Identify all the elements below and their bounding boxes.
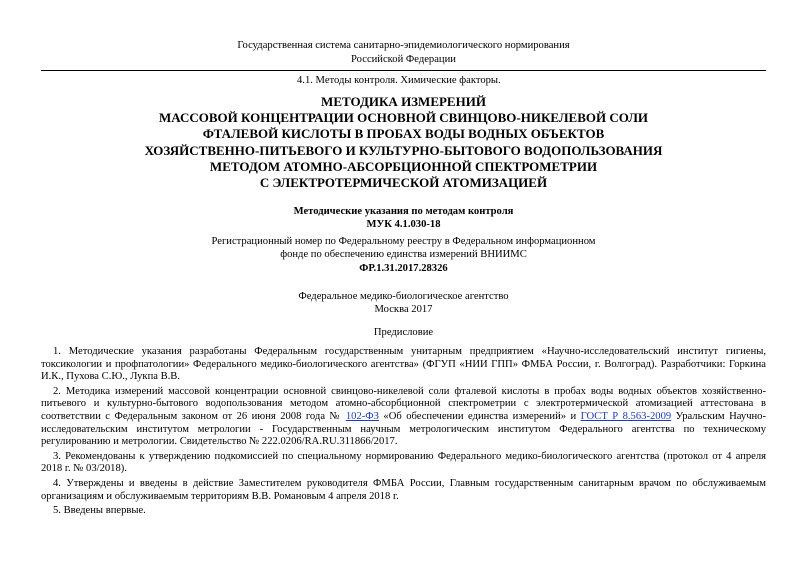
header-line-1: Государственная система санитарно-эпидемиологического нормирования (237, 40, 570, 51)
paragraph-2 (41, 386, 766, 449)
title-line: МАССОВОЙ КОНЦЕНТРАЦИИ ОСНОВНОЙ СВИНЦОВО-НИКЕЛЕВОЙ СОЛИ (158, 110, 649, 126)
registration-line-1: Регистрационный номер по Федеральному реестру в Федеральном информационном (211, 236, 596, 247)
agency-name: Федеральное медико-биологическое агентство (298, 291, 509, 302)
document-title (0, 94, 807, 191)
paragraph-5: 5. Введены впервые. (53, 505, 146, 517)
law-102-fz-link[interactable]: 102-ФЗ (345, 410, 379, 422)
document-subtitle: Методические указания по методам контроля (293, 206, 514, 217)
registration-number: ФР.1.31.2017.28326 (359, 263, 448, 274)
paragraph-1: 1. Методические указания разработаны Федеральным государственным унитарным предприятием «Научно-исследовательский институт гигиены, токсикологии и профпатологии» Федерального медико-биологического агентства» (ФГУП «НИИ ГПП» ФМБА России, г. Волгоград). Разработчики: Горкина И.К., Пухова С.Ю., Лукпа В.В. (41, 346, 766, 383)
title-line: МЕТОДОМ АТОМНО-АБСОРБЦИОННОЙ СПЕКТРОМЕТРИИ (209, 158, 598, 174)
series-label: 4.1. Методы контроля. Химические факторы. (297, 75, 501, 86)
place-year: Москва 2017 (374, 304, 433, 315)
paragraph-2-text-c: Уральским Научно-исследовательским институтом метрологии - Государственным научным метрологическим институтом Федерального агентства по техническому регулированию и метрологии. Свидетельство № 222.0206/RA.RU.311866/2017. (41, 410, 767, 448)
paragraph-2-text-b: «Об обеспечении единства измерений» и (378, 410, 581, 422)
foreword-body (41, 346, 766, 520)
foreword-heading: Предисловие (373, 327, 434, 338)
paragraph-3: 3. Рекомендованы к утверждению подкомиссией по специальному нормированию Федерального медико-биологического агентства (протокол от 4 апреля 2018 г. № 03/2018). (41, 450, 766, 475)
title-line: МЕТОДИКА ИЗМЕРЕНИЙ (321, 94, 486, 109)
registration-line-2: фонде по обеспечению единства измерений ВНИИМС (280, 249, 527, 260)
paragraph-2-text-a: 2. Методика измерений массовой концентрации основной свинцово-никелевой соли фталевой кислоты в пробах воды водных объектов хозяйственно-питьевого и культурно-бытового водопользования методом атомно-абсорбционной спектрометрии с электротермической атомизацией аттестована в соответствии с Федеральным законом от 26 июня 2008 года № (41, 385, 766, 422)
title-line: С ЭЛЕКТРОТЕРМИЧЕСКОЙ АТОМИЗАЦИЕЙ (259, 175, 548, 191)
document-code: МУК 4.1.030-18 (366, 219, 441, 230)
title-line: ФТАЛЕВОЙ КИСЛОТЫ В ПРОБАХ ВОДЫ ВОДНЫХ ОБЪЕКТОВ (202, 126, 605, 142)
header-line-2: Российской Федерации (351, 54, 456, 65)
gost-r-8-563-2009-link[interactable]: ГОСТ Р 8.563-2009 (580, 410, 672, 422)
paragraph-4: 4. Утверждены и введены в действие Заместителем руководителя ФМБА России, Главным государственным санитарным врачом по обслуживаемым организациям и обслуживаемым территориям В.В. Романовым 4 апреля 2018 г. (41, 477, 766, 502)
header-divider (41, 70, 766, 71)
title-line: ХОЗЯЙСТВЕННО-ПИТЬЕВОГО И КУЛЬТУРНО-БЫТОВОГО ВОДОПОЛЬЗОВАНИЯ (144, 142, 663, 158)
